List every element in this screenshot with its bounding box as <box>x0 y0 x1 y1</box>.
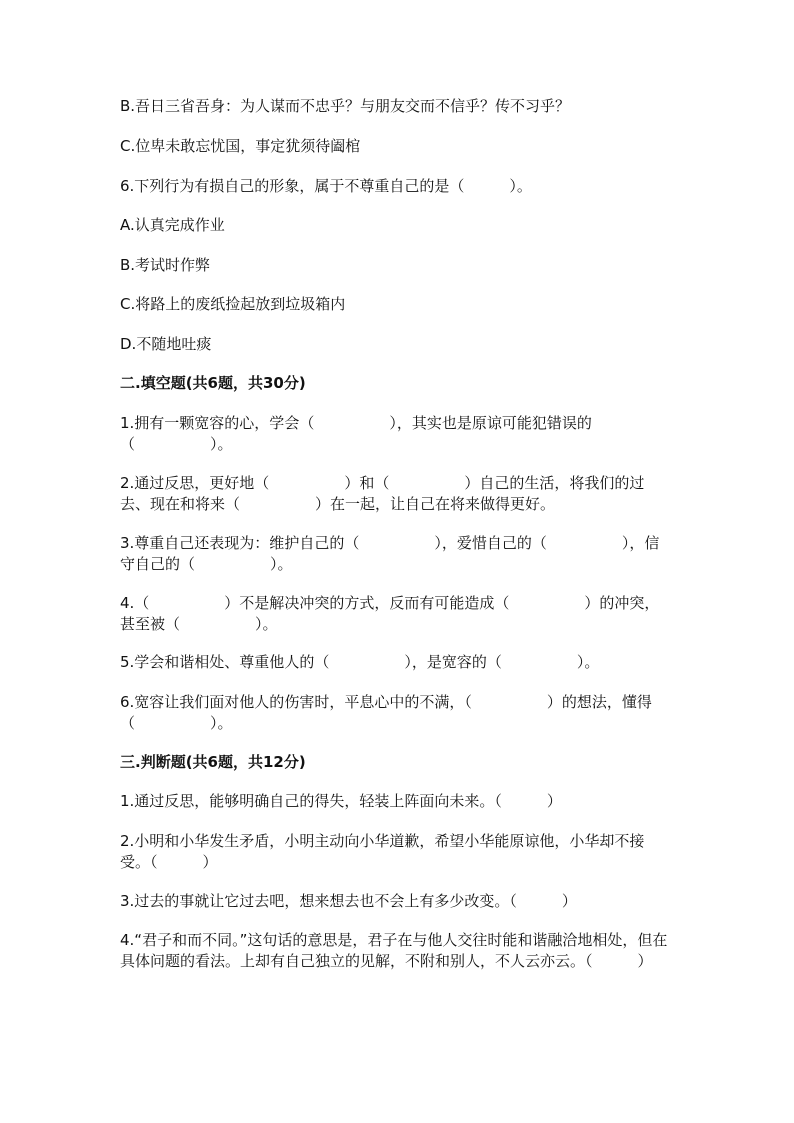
judge-question-4: 4.“君子和而不同。”这句话的意思是，君子在与他人交往时能和谐融洽地相处，但在具体问题的看法。上却有自己独立的见解，不附和别人，不人云亦云。（ ） <box>120 931 668 970</box>
section-heading-fill-in: 二.填空题(共6题，共30分) <box>120 374 306 392</box>
option-c-text: C.将路上的废纸捡起放到垃圾箱内 <box>120 295 346 313</box>
option-c-text: C.位卑未敢忘忧国，事定犹须待阖棺 <box>120 137 361 155</box>
question-6-text: 6.下列行为有损自己的形象，属于不尊重自己的是（ ）。 <box>120 177 532 195</box>
option-b-text: B.吾日三省吾身：为人谋而不忠乎？与朋友交而不信乎？传不习乎？ <box>120 97 571 115</box>
fill-question-6: 6.宽容让我们面对他人的伤害时，平息心中的不满，（ ）的想法，懂得（ ）。 <box>120 693 652 732</box>
option-a-text: A.认真完成作业 <box>120 216 225 234</box>
section-heading-judgement: 三.判断题(共6题，共12分) <box>120 753 306 771</box>
fill-question-4: 4.（ ）不是解决冲突的方式，反而有可能造成（ ）的冲突，甚至被（ ）。 <box>120 594 660 633</box>
fill-question-3: 3.尊重自己还表现为：维护自己的（ ），爱惜自己的（ ），信守自己的（ ）。 <box>120 534 660 573</box>
judge-question-3: 3.过去的事就让它过去吧，想来想去也不会上有多少改变。（ ） <box>120 892 577 910</box>
option-d-text: D.不随地吐痰 <box>120 335 212 353</box>
fill-question-1: 1.拥有一颗宽容的心，学会（ ），其实也是原谅可能犯错误的（ ）。 <box>120 414 592 453</box>
fill-question-2: 2.通过反思，更好地（ ）和（ ）自己的生活，将我们的过去、现在和将来（ ）在一起，让自己在将来做得更好。 <box>120 474 645 513</box>
judge-question-2: 2.小明和小华发生矛盾，小明主动向小华道歉，希望小华能原谅他，小华却不接受。（ ） <box>120 832 645 871</box>
option-b-text: B.考试时作弊 <box>120 256 211 274</box>
fill-question-5: 5.学会和谐相处、尊重他人的（ ），是宽容的（ ）。 <box>120 653 600 671</box>
judge-question-1: 1.通过反思，能够明确自己的得失，轻装上阵面向未来。（ ） <box>120 792 562 810</box>
